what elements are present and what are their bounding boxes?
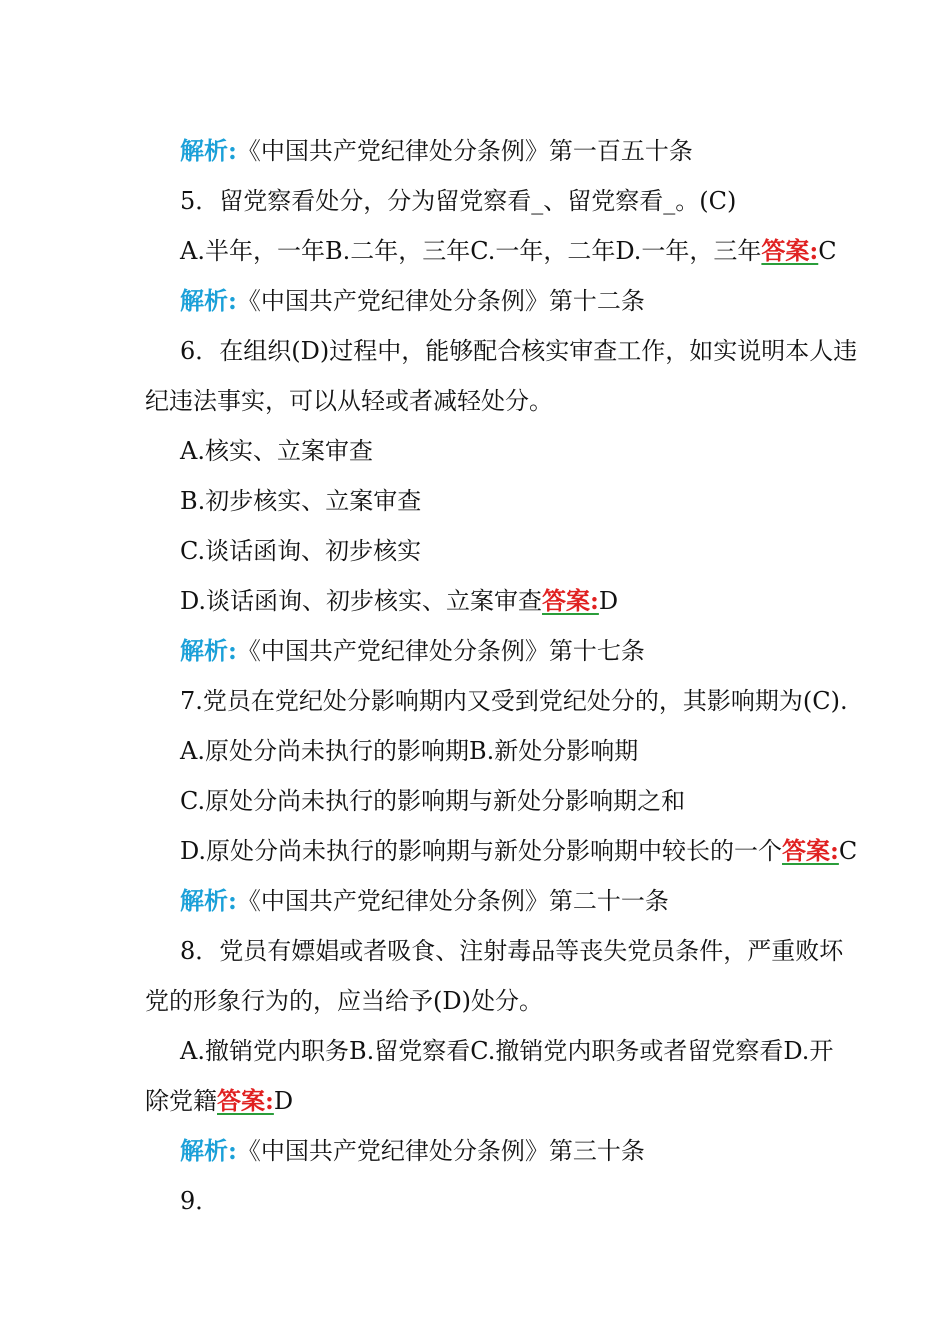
line-text: C.谈话函询、初步核实	[180, 537, 422, 565]
question-line-cont	[145, 385, 820, 417]
option-line	[180, 735, 820, 767]
option-line	[180, 535, 820, 567]
answer-value: D	[598, 587, 619, 615]
answer-label: 答案:	[761, 236, 819, 265]
line-text: 《中国共产党纪律处分条例》第十二条	[236, 287, 645, 315]
option-line	[180, 435, 820, 467]
question-line	[180, 185, 820, 217]
line-text: 5．留党察看处分，分为留党察看_、留党察看_。(C)	[180, 187, 737, 215]
option-line	[180, 585, 820, 617]
line-text: A.原处分尚未执行的影响期B.新处分影响期	[180, 737, 639, 765]
question-line	[180, 1185, 820, 1217]
question-line-cont	[145, 985, 820, 1017]
options-line-cont	[145, 1085, 820, 1117]
option-line	[180, 485, 820, 517]
line-text: A.核实、立案审查	[180, 437, 373, 465]
line-text: 《中国共产党纪律处分条例》第三十条	[236, 1137, 645, 1165]
line-text: 除党籍	[145, 1087, 217, 1115]
analysis-label: 解析:	[180, 136, 237, 165]
option-line	[180, 785, 820, 817]
line-text: 6．在组织(D)过程中，能够配合核实审查工作，如实说明本人违	[180, 337, 858, 365]
line-text: 8．党员有嫖娼或者吸食、注射毒品等丧失党员条件，严重败坏	[180, 937, 844, 965]
line-text: 9．	[180, 1187, 220, 1215]
question-line	[180, 685, 848, 717]
analysis-label: 解析:	[180, 286, 237, 315]
line-text: 纪违法事实，可以从轻或者减轻处分。	[145, 387, 553, 415]
line-text: 《中国共产党纪律处分条例》第二十一条	[236, 887, 669, 915]
line-text: D.原处分尚未执行的影响期与新处分影响期中较长的一个	[180, 837, 783, 865]
line-text: 《中国共产党纪律处分条例》第一百五十条	[236, 137, 693, 165]
question-line	[180, 335, 858, 367]
analysis-line	[180, 1135, 820, 1167]
line-text: C.原处分尚未执行的影响期与新处分影响期之和	[180, 787, 686, 815]
line-text: 7.党员在党纪处分影响期内又受到党纪处分的，其影响期为(C).	[180, 687, 848, 715]
line-text: A.半年，一年B.二年，三年C.一年，二年D.一年，三年	[180, 237, 762, 265]
analysis-label: 解析:	[180, 636, 237, 665]
analysis-line	[180, 635, 820, 667]
answer-label: 答案:	[217, 1086, 274, 1115]
line-text: 党的形象行为的，应当给予(D)处分。	[145, 987, 543, 1015]
answer-value: C	[838, 837, 858, 865]
line-text: D.谈话函询、初步核实、立案审查	[180, 587, 543, 615]
line-text: A.撤销党内职务B.留党察看C.撤销党内职务或者留党察看D.开	[180, 1037, 834, 1065]
answer-label: 答案:	[542, 586, 599, 615]
question-line	[180, 935, 844, 967]
answer-value: D	[273, 1087, 294, 1115]
options-line	[180, 1035, 834, 1067]
analysis-label: 解析:	[180, 886, 237, 915]
analysis-line	[180, 135, 820, 167]
line-text: B.初步核实、立案审查	[180, 487, 422, 515]
answer-label: 答案:	[782, 836, 839, 865]
option-line	[180, 835, 858, 867]
analysis-line	[180, 285, 820, 317]
line-text: 《中国共产党纪律处分条例》第十七条	[236, 637, 645, 665]
analysis-label: 解析:	[180, 1136, 237, 1165]
options-line	[180, 235, 837, 267]
analysis-line	[180, 885, 820, 917]
answer-value: C	[818, 237, 837, 265]
